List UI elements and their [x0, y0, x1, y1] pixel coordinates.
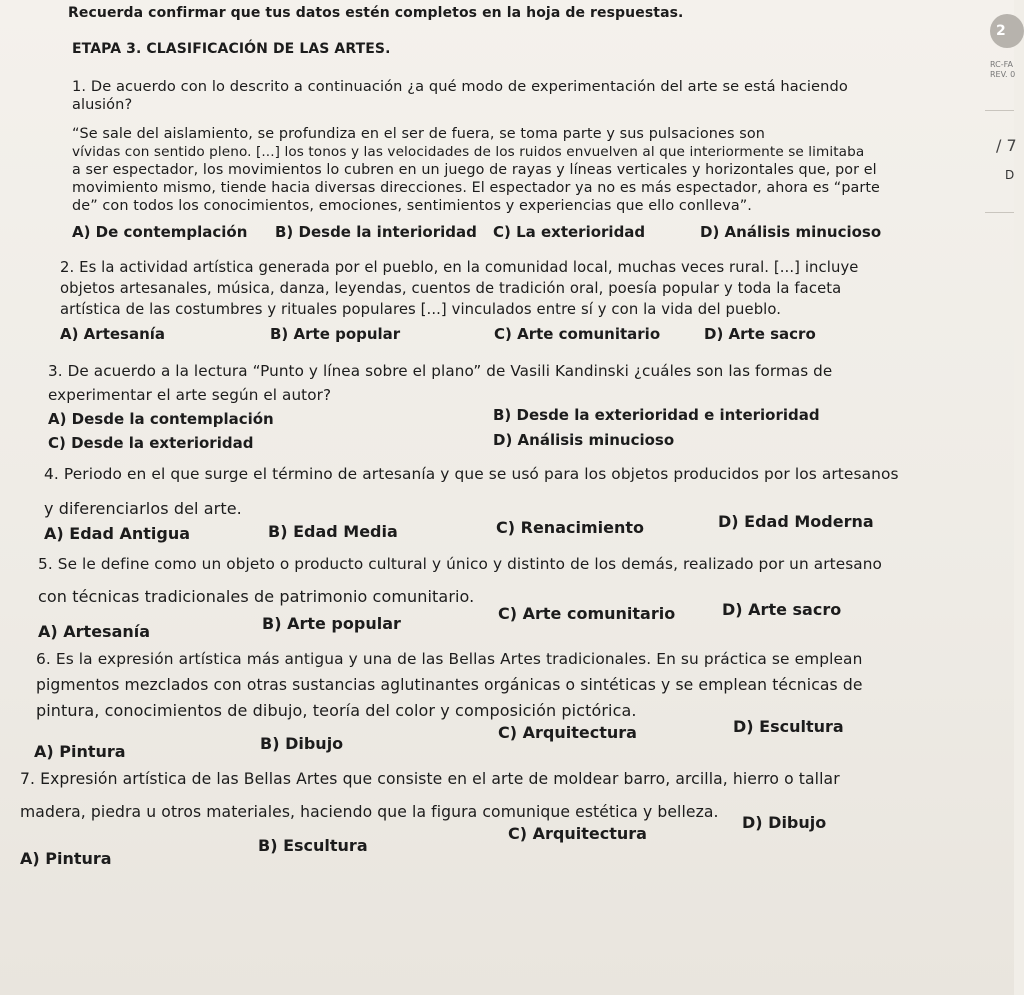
option-a[interactable]: A) Pintura — [20, 849, 112, 868]
question-text-line: objetos artesanales, música, danza, leyendas, cuentos de tradición oral, poesía popular y toda la faceta — [60, 280, 842, 297]
option-b[interactable]: B) Desde la exterioridad e interioridad — [493, 406, 820, 424]
option-a[interactable]: A) Pintura — [34, 742, 126, 761]
option-c[interactable]: C) Renacimiento — [496, 518, 644, 537]
option-d[interactable]: D) Análisis minucioso — [493, 431, 675, 449]
option-a[interactable]: A) Artesanía — [38, 622, 151, 641]
margin-line — [985, 212, 1014, 213]
question-text-line: pigmentos mezclados con otras sustancias aglutinantes orgánicas o sintéticas y se emplean técnicas de — [36, 676, 863, 694]
option-c[interactable]: C) Arquitectura — [508, 824, 647, 843]
option-b[interactable]: B) Edad Media — [268, 522, 398, 541]
option-d[interactable]: D) Arte sacro — [722, 600, 842, 619]
option-b[interactable]: B) Desde la interioridad — [275, 223, 477, 241]
option-b[interactable]: B) Escultura — [258, 836, 368, 855]
question-text-line: madera, piedra u otros materiales, haciendo que la figura comunique estética y belleza. — [20, 803, 719, 821]
quote-text-line: de” con todos los conocimientos, emociones, sentimientos y experiencias que ello conlleva”. — [72, 198, 752, 214]
margin-letter: D — [1005, 168, 1015, 182]
margin-line — [985, 110, 1014, 111]
option-a[interactable]: A) Edad Antigua — [44, 524, 191, 543]
stage-heading: ETAPA 3. CLASIFICACIÓN DE LAS ARTES. — [72, 41, 391, 57]
question-text-line: pintura, conocimientos de dibujo, teoría del color y composición pictórica. — [36, 701, 637, 720]
question-text-line: 5. Se le define como un objeto o producto cultural y único y distinto de los demás, realizado por un artesano — [38, 555, 883, 573]
question-text-line: 6. Es la expresión artística más antigua y una de las Bellas Artes tradicionales. En su práctica se emplean — [36, 650, 863, 668]
option-a[interactable]: A) De contemplación — [72, 223, 248, 241]
option-d[interactable]: D) Edad Moderna — [718, 512, 874, 531]
option-c[interactable]: C) La exterioridad — [493, 223, 646, 241]
option-c[interactable]: C) Arquitectura — [498, 723, 637, 742]
option-b[interactable]: B) Dibujo — [260, 734, 344, 753]
margin-code-2: REV. 0 — [990, 70, 1016, 79]
quote-text-line: “Se sale del aislamiento, se profundiza en el ser de fuera, se toma parte y sus pulsaciones son — [72, 126, 765, 142]
question-text-line: 3. De acuerdo a la lectura “Punto y línea sobre el plano” de Vasili Kandinski ¿cuáles son las formas de — [48, 362, 833, 380]
option-d[interactable]: D) Dibujo — [742, 813, 827, 832]
option-d[interactable]: D) Arte sacro — [704, 325, 816, 343]
option-d[interactable]: D) Escultura — [733, 717, 844, 736]
question-text-line: experimentar el arte según el autor? — [48, 386, 332, 404]
option-d[interactable]: D) Análisis minucioso — [700, 223, 882, 241]
option-a[interactable]: A) Desde la contemplación — [48, 410, 274, 428]
answer-sheet-reminder: Recuerda confirmar que tus datos estén completos en la hoja de respuestas. — [68, 5, 684, 21]
option-b[interactable]: B) Arte popular — [270, 325, 401, 343]
quote-text-line: a ser espectador, los movimientos lo cubren en un juego de rayas y líneas verticales y horizontales que, por el — [72, 162, 877, 178]
page-number-badge: 2 — [990, 14, 1024, 48]
question-text-line: artística de las costumbres y rituales populares [...] vinculados entre sí y con la vida del pueblo. — [60, 301, 782, 318]
option-a[interactable]: A) Artesanía — [60, 325, 166, 343]
question-text-line: y diferenciarlos del arte. — [44, 499, 242, 518]
option-c[interactable]: C) Desde la exterioridad — [48, 434, 254, 452]
question-text-line: con técnicas tradicionales de patrimonio comunitario. — [38, 587, 475, 606]
margin-score-mark: / 7 — [996, 136, 1017, 155]
question-text-line: 4. Periodo en el que surge el término de artesanía y que se usó para los objetos producidos por los artesanos — [44, 465, 899, 483]
option-b[interactable]: B) Arte popular — [262, 614, 401, 633]
question-text-line: 2. Es la actividad artística generada por el pueblo, en la comunidad local, muchas veces rural. [...] incluye — [60, 259, 859, 276]
question-text-line: 1. De acuerdo con lo descrito a continuación ¿a qué modo de experimentación del arte se está haciendo — [72, 78, 848, 95]
question-text-line: alusión? — [72, 97, 133, 113]
option-c[interactable]: C) Arte comunitario — [498, 604, 676, 623]
quote-text-line: movimiento mismo, tiende hacia diversas direcciones. El espectador ya no es más espectador, ahora es “parte — [72, 180, 880, 196]
margin-code-1: RC-FA — [990, 60, 1013, 69]
question-text-line: 7. Expresión artística de las Bellas Artes que consiste en el arte de moldear barro, arcilla, hierro o tallar — [20, 770, 840, 788]
quote-text-line: vívidas con sentido pleno. [...] los tonos y las velocidades de los ruidos envuelven al que interiormente se limitaba — [72, 144, 865, 160]
option-c[interactable]: C) Arte comunitario — [494, 325, 661, 343]
